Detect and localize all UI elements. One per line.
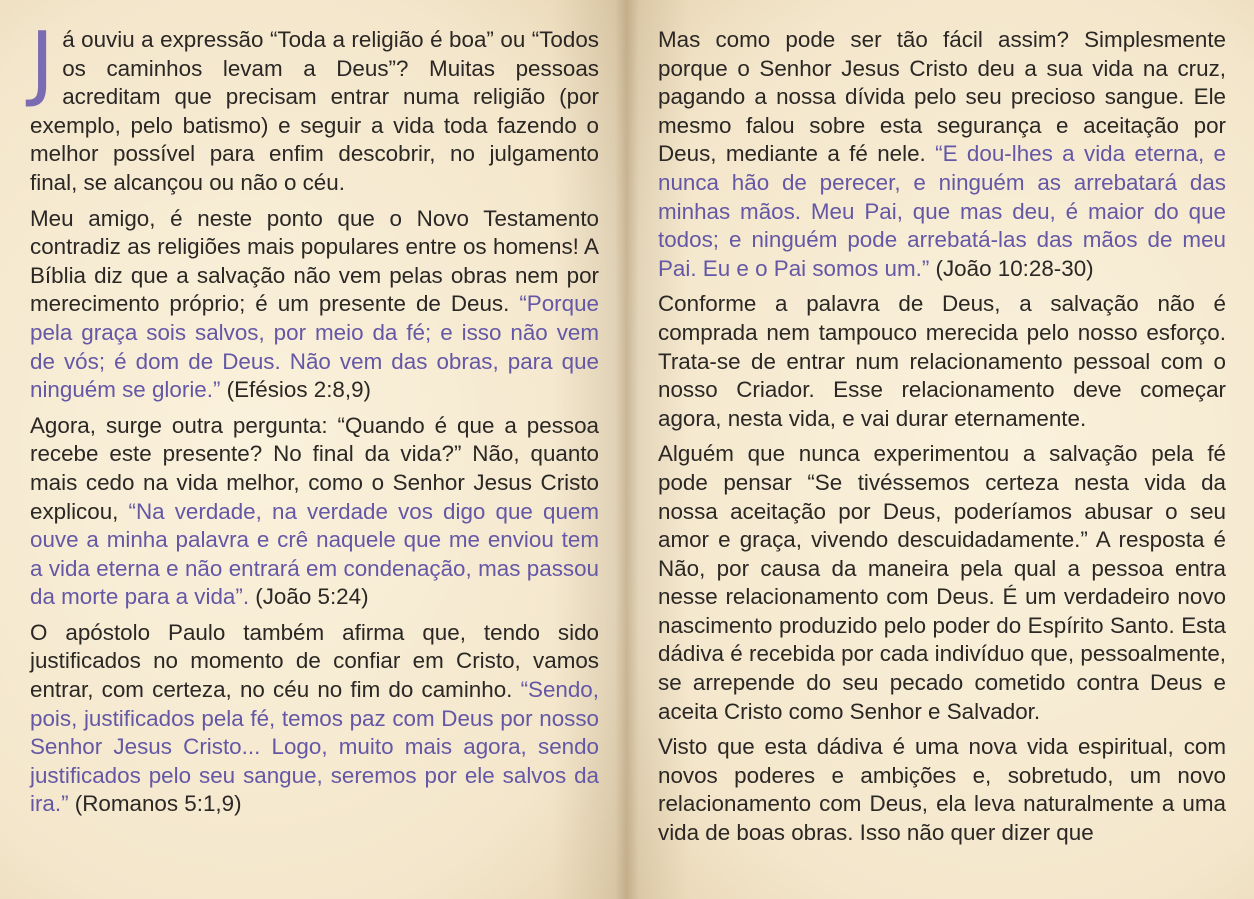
paragraph-3: Alguém que nunca experimentou a salvação pela fé pode pensar “Se tivéssemos certeza nesta vida da nossa aceitação por Deus, poderíamos abusar o seu amor e graça, vivendo descuidadamente.” A resposta é Não, por causa da maneira pela qual a pessoa entra nesse relacionamento com Deus. É um verdadeiro novo nascimento produzido pelo poder do Espírito Santo. Esta dádiva é recebida por cada indivíduo que, pessoalmente, se arrepende do seu pecado cometido contra Deus e aceita Cristo como Senhor e Salvador. xyxy=(658,441,1226,724)
paragraph-1 xyxy=(658,26,1226,283)
paragraph-4: Visto que esta dádiva é uma nova vida espiritual, com novos poderes e ambições e, sobretudo, um novo relacionamento com Deus, ela leva naturalmente a uma vida de boas obras. Isso não quer dizer que xyxy=(658,734,1226,846)
paragraph-2 xyxy=(30,205,599,405)
scripture-reference: (João 10:28-30) xyxy=(929,255,1094,281)
drop-cap: J xyxy=(30,15,55,110)
scripture-reference: (João 5:24) xyxy=(249,584,369,610)
scripture-quote: “Na verdade, na verdade vos digo que quem ouve a minha palavra e crê naquele que me enviou tem a vida eterna e não entrará em condenação, mas passou da morte para a vida”. xyxy=(30,498,600,610)
paragraph-1 xyxy=(30,15,599,198)
paragraph-2: Conforme a palavra de Deus, a salvação não é comprada nem tampouco merecida pelo nosso esforço. Trata-se de entrar num relacionamento pessoal com o nosso Criador. Esse relacionamento deve começar agora, nesta vida, e vai durar eternamente. xyxy=(658,291,1226,431)
scripture-quote: “Sendo, pois, justificados pela fé, temos paz com Deus por nosso Senhor Jesus Cristo... Logo, muito mais agora, sendo justificados pelo seu sangue, seremos por ele salvos da ira.” xyxy=(30,677,599,817)
paragraph-3 xyxy=(30,412,599,612)
paragraph-text: á ouviu a expressão “Toda a religião é boa” ou “Todos os caminhos levam a Deus”? Muitas pessoas acreditam que precisam entrar numa religião (por exemplo, pelo batismo) e seguir a vida toda fazendo o melhor possível para enfim descobrir, no julgamento final, se alcançou ou não o céu. xyxy=(30,27,599,195)
right-page xyxy=(627,0,1254,899)
scripture-quote: “E dou-lhes a vida eterna, e nunca hão de perecer, e ninguém as arrebatará das minhas mãos. Meu Pai, que mas deu, é maior do que todos; e ninguém pode arrebatá-las das mãos de meu Pai. Eu e o Pai somos um.” xyxy=(658,141,1226,281)
paragraph-4 xyxy=(30,619,599,819)
paragraph-text: O apóstolo Paulo também afirma que, tendo sido justificados no momento de confiar em Cristo, vamos entrar, com certeza, no céu no fim do caminho. xyxy=(30,619,599,703)
scripture-reference: (Romanos 5:1,9) xyxy=(68,791,242,817)
scripture-reference: (Efésios 2:8,9) xyxy=(220,377,372,403)
paragraph-text: Mas como pode ser tão fácil assim? Simplesmente porque o Senhor Jesus Cristo deu a sua vida na cruz, pagando a nossa dívida pelo seu precioso sangue. Ele mesmo falou sobre esta segurança e aceitação por Deus, mediante a fé nele. xyxy=(658,27,1226,167)
paragraph-text: Meu amigo, é neste ponto que o Novo Testamento contradiz as religiões mais populares entre os homens! A Bíblia diz que a salvação não vem pelas obras nem por merecimento próprio; é um presente de Deus. xyxy=(30,205,599,317)
scripture-quote: “Porque pela graça sois salvos, por meio da fé; e isso não vem de vós; é dom de Deus. Não vem das obras, para que ninguém se glorie.” xyxy=(30,291,599,403)
paragraph-text: Agora, surge outra pergunta: “Quando é que a pessoa recebe este presente? No final da vida?” Não, quanto mais cedo na vida melhor, como o Senhor Jesus Cristo explicou, xyxy=(30,412,599,524)
